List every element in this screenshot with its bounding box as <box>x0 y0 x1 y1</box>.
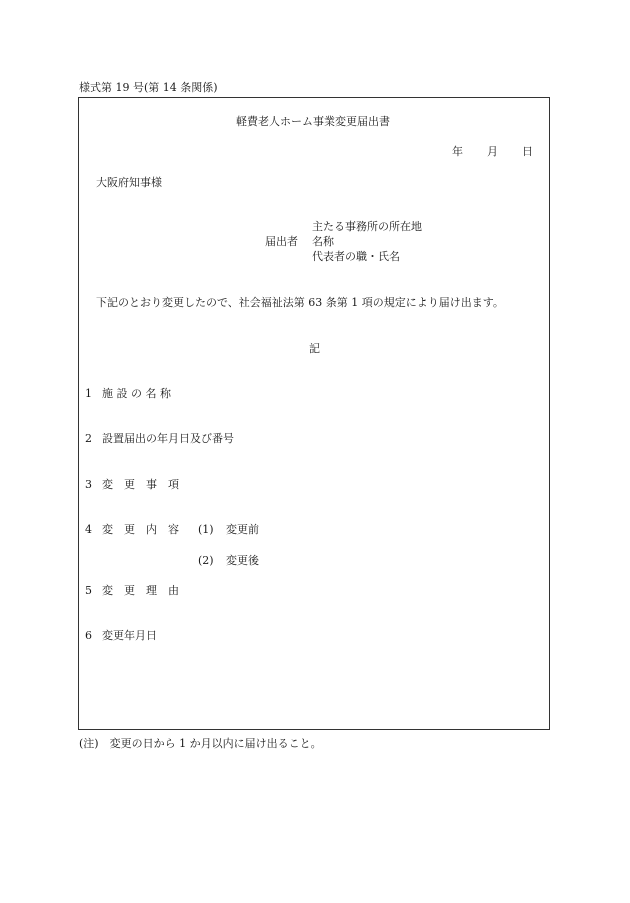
ki-heading: 記 <box>309 342 320 355</box>
item-4-number: 4 <box>85 523 92 536</box>
item-3-number: 3 <box>85 478 92 491</box>
addressee: 大阪府知事様 <box>96 176 162 189</box>
item-4-sub1-number: (1) <box>198 523 214 536</box>
statement-text: 下記のとおり変更したので、社会福祉法第 63 条第 1 項の規定により届け出ます。 <box>96 296 504 309</box>
item-5-label: 変 更 理 由 <box>102 584 179 597</box>
applicant-label: 届出者 <box>265 235 298 248</box>
item-2-number: 2 <box>85 432 92 445</box>
date-year: 年 <box>452 145 463 158</box>
date-day: 日 <box>522 145 533 158</box>
date-month: 月 <box>487 145 498 158</box>
applicant-name: 名称 <box>312 235 334 248</box>
item-5-number: 5 <box>85 584 92 597</box>
item-4-sub2-number: (2) <box>198 554 214 567</box>
item-1-number: 1 <box>85 387 92 400</box>
item-4-sub2-label: 変更後 <box>226 554 259 567</box>
item-4-sub1-label: 変更前 <box>226 523 259 536</box>
applicant-representative: 代表者の職・氏名 <box>312 250 400 263</box>
item-1-label: 施 設 の 名 称 <box>102 387 171 400</box>
footnote: (注) 変更の日から 1 か月以内に届け出ること。 <box>79 737 322 750</box>
item-6-number: 6 <box>85 629 92 642</box>
item-2-label: 設置届出の年月日及び番号 <box>102 432 234 445</box>
item-6-label: 変更年月日 <box>102 629 157 642</box>
document-title: 軽費老人ホーム事業変更届出書 <box>236 115 390 128</box>
item-3-label: 変 更 事 項 <box>102 478 179 491</box>
applicant-office-location: 主たる事務所の所在地 <box>312 220 422 233</box>
form-number: 様式第 19 号(第 14 条関係) <box>79 81 218 94</box>
item-4-label: 変 更 内 容 <box>102 523 179 536</box>
